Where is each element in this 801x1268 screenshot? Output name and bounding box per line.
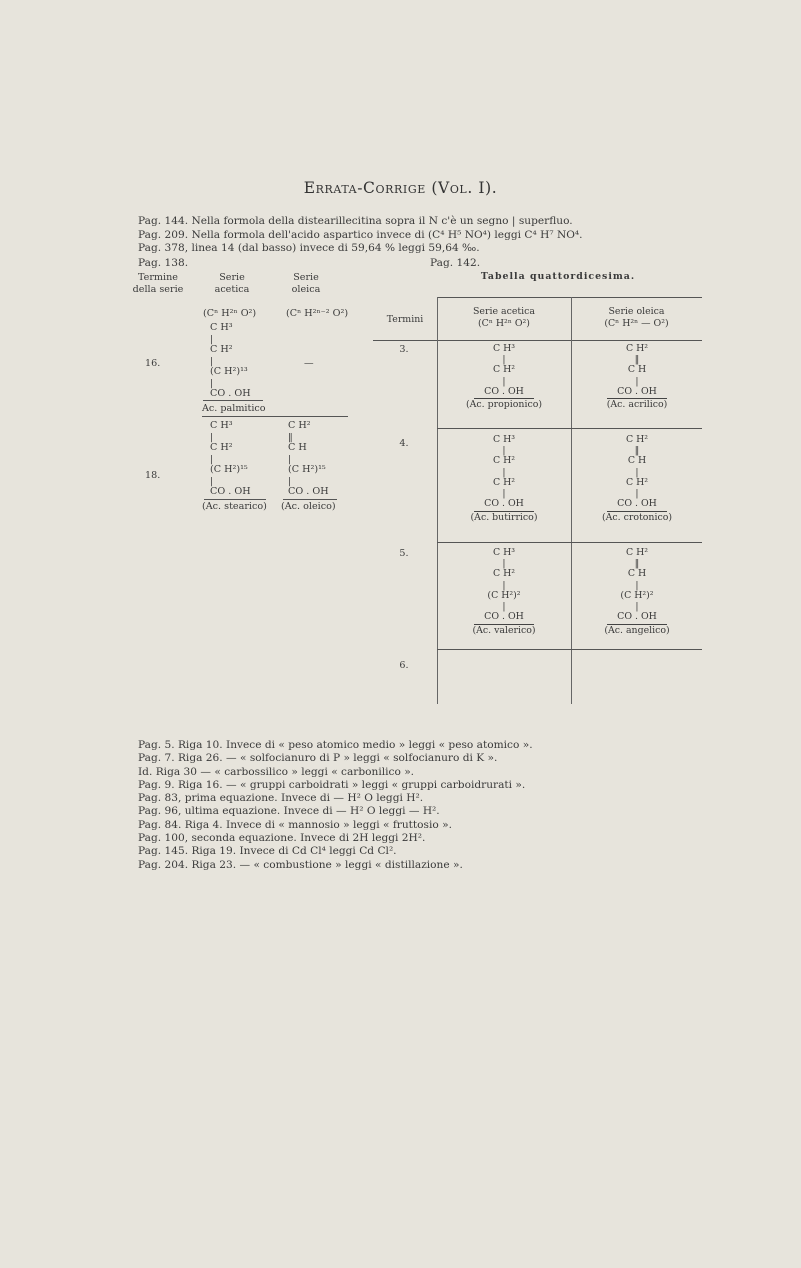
errata-line: Pag. 378, linea 14 (dal basso) invece di 59,64 % leggi 59,64 ‰. [138,242,480,254]
errata-line: Pag. 83, prima equazione. Invece di — H² O leggi H². [138,792,424,805]
left-row18-acetica: C H³ | C H² | (C H²)¹⁵ | CO . OH [210,420,251,497]
left-formula-block [128,272,378,532]
formula-oleica-4: C H² ‖ C H | C H² | CO . OH (Ac. crotonico) [573,434,701,525]
right-page-ref: Pag. 142. [430,257,481,269]
left-row18-oleica-name: (Ac. oleico) [281,501,336,512]
errata-line: Pag. 7. Riga 26. — « solfocianuro di P » leggi « solfocianuro di K ». [138,752,498,765]
left-row16-name: Ac. palmitico [202,403,266,414]
acid-name: (Ac. acrilico) [606,399,668,411]
errata-top-list [138,215,583,256]
acid-name: (Ac. propionico) [466,399,542,411]
left-general-oleica: (Cⁿ H²ⁿ⁻² O²) [286,308,349,319]
acid-name: (Ac. butirrico) [470,511,538,523]
errata-line: Pag. 144. Nella formola della distearillecitina sopra il N c'è un segno | superfluo. [138,215,573,227]
errata-bottom-list [138,739,533,872]
errata-line: Pag. 209. Nella formola dell'acido aspartico invece di (C⁴ H⁵ NO⁴) leggi C⁴ H⁷ NO⁴. [138,228,583,241]
left-row18-num: 18. [145,470,161,481]
acid-name: (Ac. valerico) [472,624,536,636]
errata-line: Pag. 96, ultima equazione. Invece di — H² O leggi — H². [138,805,440,818]
term-6: 6. [399,660,409,671]
left-page-ref: Pag. 138. [138,257,189,269]
table-quattordicesima [373,286,702,704]
table-top-rule [437,297,702,298]
formula-acetica-4: C H³ | C H² | C H² | CO . OH (Ac. butirrico) [440,434,568,525]
errata-line: Pag. 145. Riga 19. Invece di Cd Cl⁴ leggi Cd Cl². [138,845,397,858]
left-row16-oleica: — [304,358,314,369]
errata-line: Pag. 100, seconda equazione. Invece di 2H leggi 2H². [138,832,426,845]
table-title: Tabella quattordicesima. [480,271,636,282]
term-3: 3. [399,344,409,355]
acid-name: (Ac. crotonico) [601,511,672,523]
row-rule [437,428,702,429]
formula-acetica-5: C H³ | C H² | (C H²)² | CO . OH (Ac. valerico) [440,547,568,638]
left-head-termine: Termine della serie [132,272,184,295]
errata-line: Pag. 9. Riga 16. — « gruppi carboidrati » leggi « gruppi carboidrurati ». [138,778,526,791]
term-4: 4. [399,438,409,449]
left-head-acetica: Serie acetica [214,272,250,295]
formula-oleica-3: C H² ‖ C H | CO . OH (Ac. acrilico) [573,343,701,412]
formula-acetica-3: C H³ | C H² | CO . OH (Ac. propionico) [440,343,568,412]
term-5: 5. [399,548,409,559]
row6-layer [373,643,702,703]
header-oleica: Serie oleica (Cⁿ H²ⁿ — O²) [604,306,669,329]
errata-line: Pag. 84. Riga 4. Invece di « mannosio » leggi « fruttosio ». [138,818,452,831]
table-header-rule [373,340,702,341]
left-row16-acetica: C H³ | C H² | (C H²)¹³ | CO . OH [210,322,251,399]
errata-line: Pag. 5. Riga 10. Invece di « peso atomico medio » leggi « peso atomico ». [138,739,533,751]
left-row18-acetica-name: (Ac. stearico) [202,501,267,512]
row-rule [437,542,702,543]
errata-line: Id. Riga 30 — « carbossilico » leggi « carbonilico ». [138,765,415,778]
formula-oleica-5: C H² ‖ C H | (C H²)² | CO . OH (Ac. angelico) [573,547,701,638]
acid-name: (Ac. angelico) [604,624,670,636]
page-title: Errata-Corrige (Vol. I). [303,179,498,197]
left-general-acetica: (Cⁿ H²ⁿ O²) [203,308,257,319]
header-acetica: Serie acetica (Cⁿ H²ⁿ O²) [473,306,535,329]
header-termini: Termini [386,314,424,325]
errata-line: Pag. 204. Riga 23. — « combustione » leggi « distillazione ». [138,858,463,871]
left-head-oleica: Serie oleica [291,272,321,295]
left-row18-oleica: C H² ‖ C H | (C H²)¹⁵ | CO . OH [288,420,329,497]
left-row16-num: 16. [145,358,161,369]
